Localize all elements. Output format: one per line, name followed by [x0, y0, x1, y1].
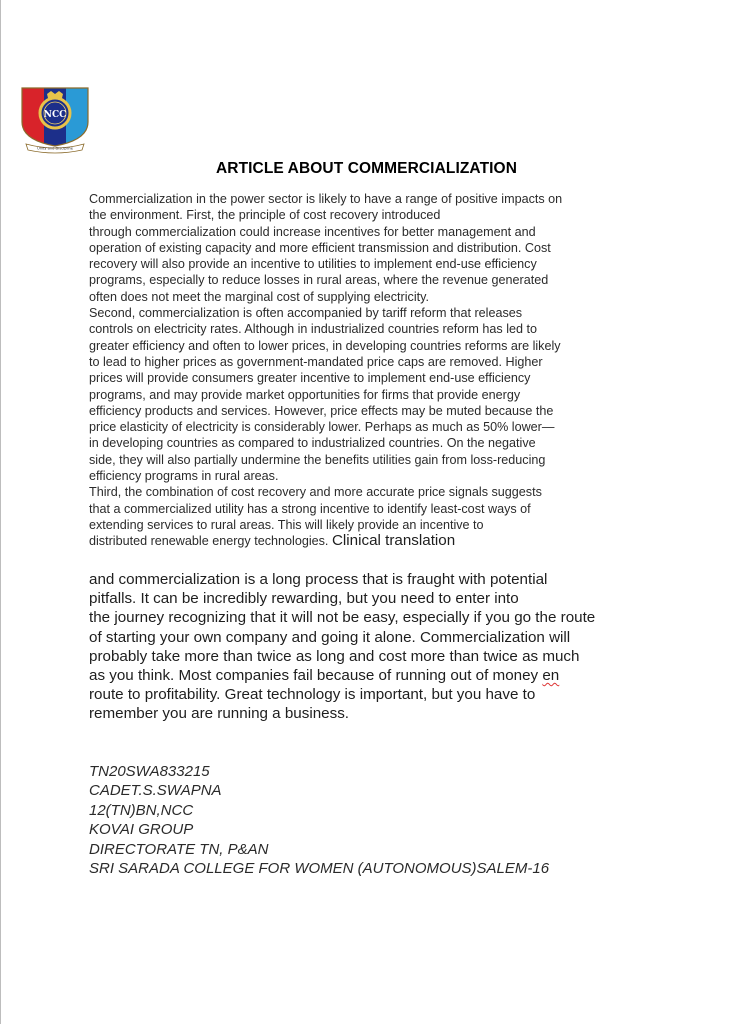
body-line: to lead to higher prices as government-mandated price caps are removed. Higher — [89, 354, 543, 369]
body-line: Third, the combination of cost recovery and more accurate price signals suggests — [89, 485, 542, 500]
body-line: in developing countries as compared to industrialized countries. On the negative — [89, 436, 536, 451]
body-line: Commercialization in the power sector is likely to have a range of positive impacts on — [89, 192, 563, 206]
body-line: recovery will also provide an incentive to utilities to implement end-use efficiency — [89, 257, 537, 272]
directorate: DIRECTORATE TN, P&AN — [89, 840, 269, 858]
conclusion-line: probably take more than twice as long and cost more than twice as much — [89, 647, 580, 665]
conclusion-line: the journey recognizing that it will not be easy, especially if you go the route — [89, 609, 596, 627]
conclusion-line: and commercialization is a long process that is fraught with potential — [89, 571, 548, 588]
body-line: through commercialization could increase incentives for better management and — [89, 224, 536, 239]
body-line: extending services to rural areas. This will likely provide an incentive to — [89, 517, 484, 532]
body-line: price elasticity of electricity is considerably lower. Perhaps as much as 50% lower— — [89, 420, 555, 435]
body-line: programs, especially to reduce losses in rural areas, where the revenue generated — [89, 273, 549, 288]
battalion: 12(TN)BN,NCC — [89, 801, 194, 819]
body-line: efficiency programs in rural areas. — [89, 469, 279, 484]
body-line: controls on electricity rates. Although in industrialized countries reform has led to — [89, 322, 538, 337]
conclusion-line: pitfalls. It can be incredibly rewarding, but you need to enter into — [89, 590, 519, 608]
ncc-logo — [18, 82, 92, 154]
cadet-name: CADET.S.SWAPNA — [89, 782, 222, 800]
body-line: side, they will also partially undermine the benefits utilities gain from loss-reducing — [89, 452, 546, 467]
mixed-line — [89, 533, 689, 549]
body-line: operation of existing capacity and more efficient transmission and distribution. Cost — [89, 240, 551, 255]
conclusion-line: of starting your own company and going it alone. Commercialization will — [89, 628, 571, 646]
page-title: ARTICLE ABOUT COMMERCIALIZATION — [215, 160, 517, 177]
svg-text:Unity and Discipline: Unity and Discipline — [37, 146, 73, 151]
page-edge — [0, 0, 1, 1024]
signature-block — [89, 762, 689, 878]
misspelled-word: en — [542, 667, 560, 685]
conclusion-line-text: as you think. Most companies fail because of running out of money — [89, 667, 543, 685]
group: KOVAI GROUP — [89, 821, 194, 839]
conclusion-line — [89, 666, 689, 685]
body-line: efficiency products and services. However, price effects may be muted because the — [89, 403, 554, 418]
conclusion-line: route to profitability. Great technology is important, but you have to — [89, 686, 536, 704]
college: SRI SARADA COLLEGE FOR WOMEN (AUTONOMOUS)SALEM-16 — [89, 860, 550, 878]
body-line: programs, and may provide market opportunities for firms that provide energy — [89, 387, 521, 402]
cadet-id: TN20SWA833215 — [89, 763, 210, 780]
body-line: that a commercialized utility has a strong incentive to identify least-cost ways of — [89, 501, 531, 516]
body-line: prices will provide consumers greater incentive to implement end-use efficiency — [89, 371, 531, 386]
conclusion-line: remember you are running a business. — [89, 705, 350, 723]
mixed-line-small: distributed renewable energy technologies. — [89, 534, 332, 549]
mixed-line-large: Clinical translation — [331, 532, 456, 550]
body-line: often does not meet the marginal cost of supplying electricity. — [89, 289, 429, 304]
body-line: the environment. First, the principle of cost recovery introduced — [89, 208, 441, 223]
article-conclusion — [89, 570, 689, 724]
svg-text:NCC: NCC — [43, 110, 67, 120]
body-line: greater efficiency and often to lower prices, in developing countries reforms are likely — [89, 338, 561, 353]
article-body — [89, 191, 689, 550]
body-line: Second, commercialization is often accompanied by tariff reform that releases — [89, 306, 523, 321]
